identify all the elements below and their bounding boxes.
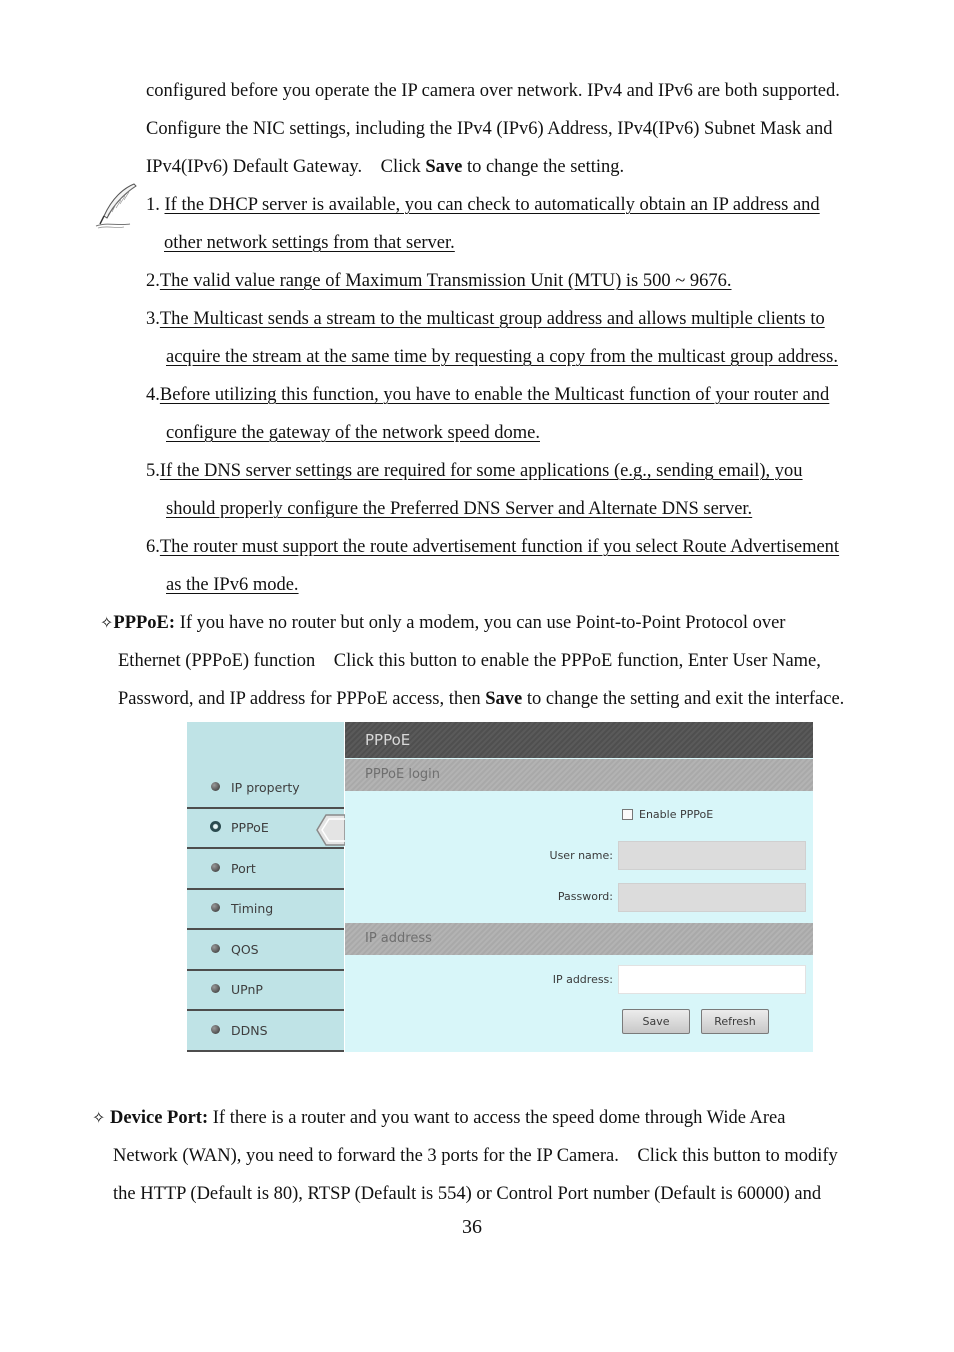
note-4-cont [166, 421, 540, 445]
device-port-title: Device Port: [110, 1108, 209, 1128]
save-button[interactable]: Save [622, 1009, 690, 1034]
note-number: 2. [146, 271, 160, 291]
note-number: 1. [146, 195, 160, 215]
page-number: 36 [462, 1216, 482, 1238]
pppoe-settings-panel [187, 722, 813, 1052]
sidebar-item-label: IP property [231, 780, 300, 795]
note-2 [146, 269, 732, 293]
note-text: The router must support the route advertisement function if you select Route Advertisement [159, 537, 840, 557]
pppoe-line-3-tail: to change the setting and exit the interface. [522, 689, 845, 709]
radio-dot-icon [211, 782, 220, 791]
sidebar-item-ddns[interactable] [187, 1012, 344, 1052]
enable-pppoe-checkbox[interactable] [622, 809, 633, 820]
radio-dot-icon [211, 984, 220, 993]
note-1 [146, 193, 820, 217]
sidebar-item-timing[interactable] [187, 890, 344, 930]
intro-line-1: configured before you operate the IP camera over network. IPv4 and IPv6 are both supported. [146, 81, 840, 101]
radio-dot-icon [211, 1025, 220, 1034]
note-text: configure the gateway of the network speed dome. [166, 423, 540, 443]
intro-line-2: Configure the NIC settings, including the IPv4 (IPv6) Address, IPv4(IPv6) Subnet Mask and [146, 119, 833, 139]
pppoe-line-1-text: If you have no router but only a modem, you can use Point-to-Point Protocol over [175, 613, 786, 633]
sidebar-item-label: QOS [231, 942, 259, 957]
radio-dot-icon [211, 944, 220, 953]
password-input[interactable] [618, 883, 806, 912]
sidebar-item-label: Port [231, 861, 256, 876]
note-text: acquire the stream at the same time by requesting a copy from the multicast group address. [166, 347, 838, 367]
note-text: If the DHCP server is available, you can check to automatically obtain an IP address and [164, 195, 820, 215]
note-number: 6. [146, 537, 160, 557]
intro-line-3 [146, 155, 624, 179]
enable-pppoe-label: Enable PPPoE [639, 808, 714, 821]
note-number: 3. [146, 309, 160, 329]
note-text: other network settings from that server. [164, 233, 455, 253]
sidebar-item-upnp[interactable] [187, 971, 344, 1011]
pppoe-line-3-text: Password, and IP address for PPPoE access, then [118, 689, 486, 709]
refresh-button[interactable]: Refresh [701, 1009, 769, 1034]
intro-line-3-tail: to change the setting. [462, 157, 625, 177]
pppoe-save-word: Save [485, 689, 523, 709]
diamond-bullet-icon: ✧ [100, 613, 114, 632]
note-6-cont [166, 573, 299, 597]
selected-arrow-icon [316, 814, 345, 846]
note-text: The valid value range of Maximum Transmission Unit (MTU) is 500 ~ 9676. [159, 271, 732, 291]
note-text: as the IPv6 mode. [166, 575, 299, 595]
sidebar-item-ip-property[interactable] [187, 769, 344, 809]
pppoe-line-3 [118, 687, 844, 711]
username-input[interactable] [618, 841, 806, 870]
settings-sidebar [187, 722, 344, 1052]
section-pppoe-login: PPPoE login [345, 759, 813, 791]
note-5 [146, 459, 803, 483]
note-4 [146, 383, 829, 407]
note-text: should properly configure the Preferred DNS Server and Alternate DNS server. [166, 499, 753, 519]
ip-address-label: IP address: [552, 973, 613, 986]
radio-dot-icon [211, 863, 220, 872]
diamond-bullet-icon: ✧ [92, 1108, 106, 1127]
pppoe-line-2: Ethernet (PPPoE) function Click this button to enable the PPPoE function, Enter User Name, [118, 651, 821, 671]
sidebar-item-label: PPPoE [231, 820, 269, 835]
note-3-cont [166, 345, 838, 369]
password-label: Password: [557, 890, 613, 903]
device-port-line-3: the HTTP (Default is 80), RTSP (Default is 554) or Control Port number (Default is 60000) and [113, 1184, 822, 1204]
sidebar-item-label: UPnP [231, 982, 263, 997]
pppoe-line-1 [100, 611, 785, 635]
radio-dot-icon [211, 903, 220, 912]
intro-save-word: Save [425, 157, 463, 177]
intro-line-3-text: IPv4(IPv6) Default Gateway. Click [146, 157, 426, 177]
sidebar-item-port[interactable] [187, 850, 344, 890]
note-5-cont [166, 497, 752, 521]
sidebar-item-qos[interactable] [187, 931, 344, 971]
note-number: 5. [146, 461, 160, 481]
sidebar-item-label: Timing [231, 901, 274, 916]
note-text: Before utilizing this function, you have to enable the Multicast function of your router and [159, 385, 830, 405]
note-1-cont [164, 231, 455, 255]
sidebar-item-label: DDNS [231, 1023, 268, 1038]
panel-header: PPPoE [345, 722, 813, 758]
section-ip-address: IP address [345, 923, 813, 955]
radio-dot-active-icon [210, 821, 221, 832]
note-pen-icon [94, 182, 140, 230]
note-text: The Multicast sends a stream to the multicast group address and allows multiple clients to [159, 309, 825, 329]
pppoe-title: PPPoE: [113, 613, 176, 633]
note-6 [146, 535, 839, 559]
device-port-line-1 [92, 1106, 785, 1130]
note-number: 4. [146, 385, 160, 405]
ip-address-input[interactable] [618, 965, 806, 994]
device-port-line-2: Network (WAN), you need to forward the 3 ports for the IP Camera. Click this button to modify [113, 1146, 838, 1166]
username-label: User name: [549, 849, 613, 862]
note-text: If the DNS server settings are required for some applications (e.g., sending email), you [159, 461, 803, 481]
note-3 [146, 307, 825, 331]
device-port-line-1-text: If there is a router and you want to access the speed dome through Wide Area [208, 1108, 786, 1128]
